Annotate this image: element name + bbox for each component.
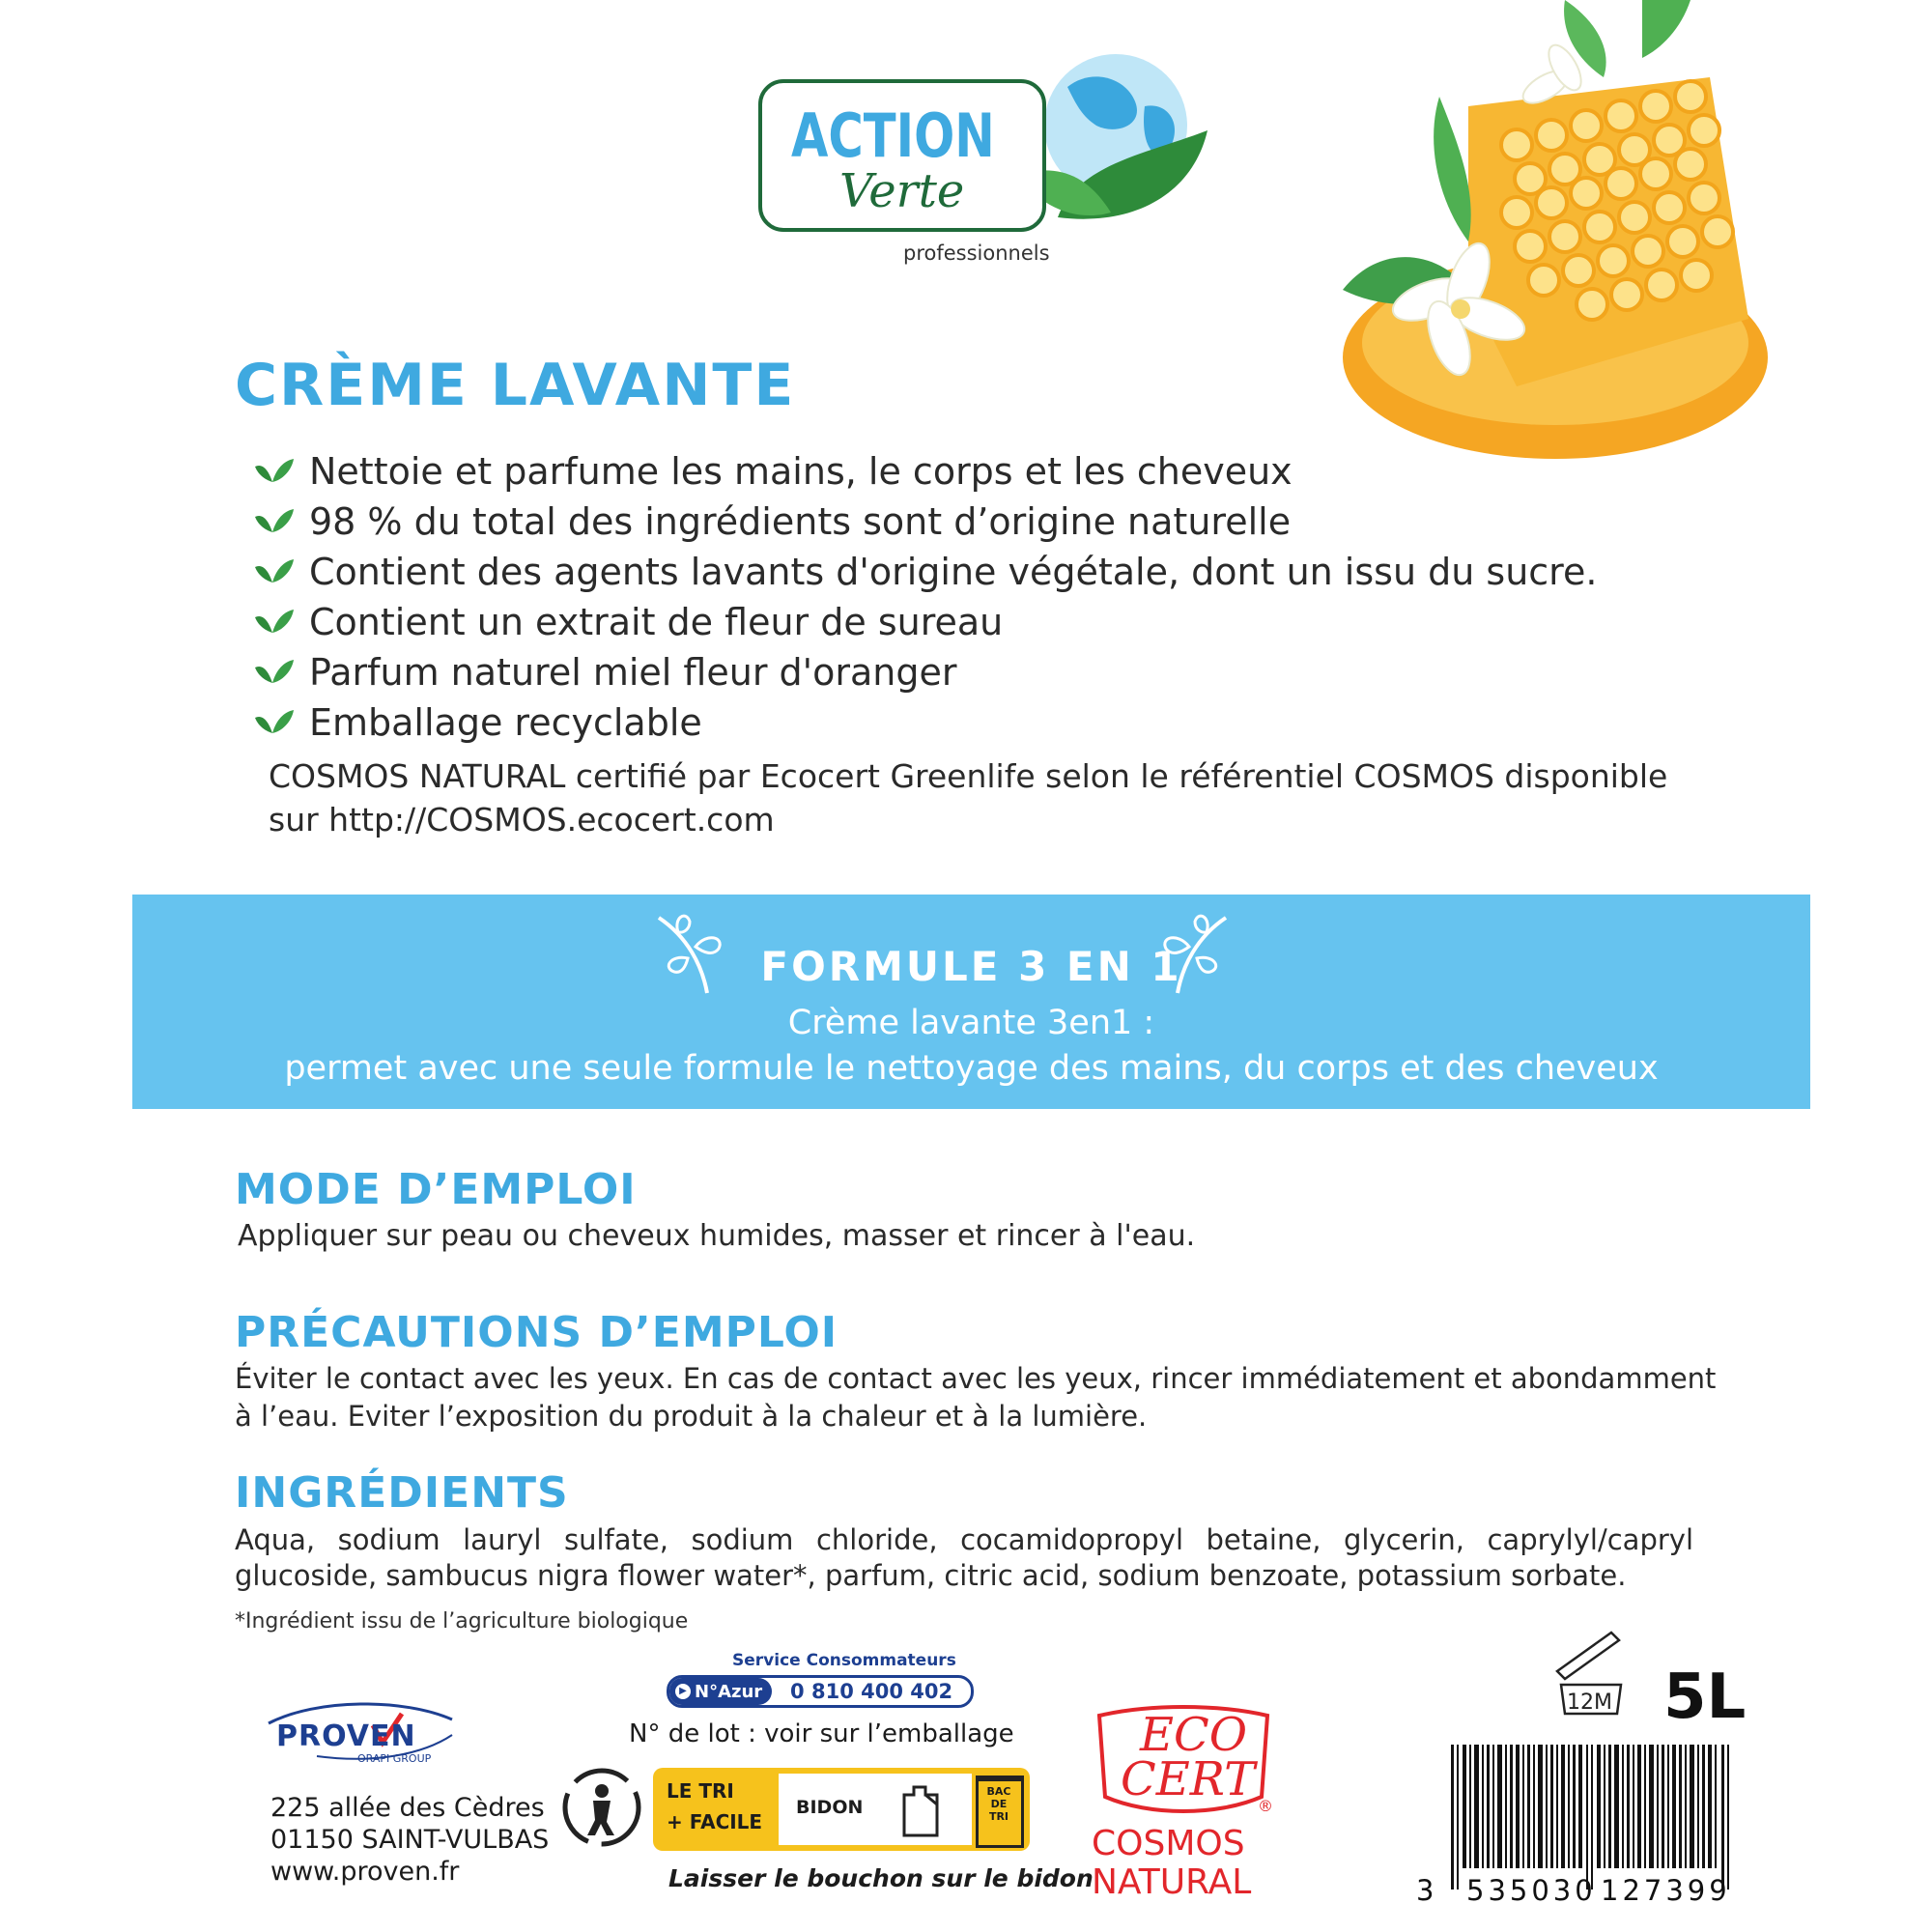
ingredients-footnote: *Ingrédient issu de l’agriculture biologique: [235, 1609, 689, 1634]
azur-badge: [669, 1678, 772, 1705]
list-item-text: Emballage recyclable: [309, 701, 702, 744]
manufacturer-website[interactable]: www.proven.fr: [270, 1857, 460, 1887]
list-item: [253, 597, 1597, 647]
brand-name-line1: ACTION: [791, 100, 995, 171]
product-title: CRÈME LAVANTE: [235, 352, 796, 419]
ingredients-line1: Aqua, sodium lauryl sulfate, sodium chloride, cocamidopropyl betaine, glycerin, caprylyl/capryl: [235, 1523, 1693, 1556]
azur-text: N°Azur: [695, 1681, 763, 1702]
usage-title: MODE D’EMPLOI: [235, 1165, 637, 1214]
formula-title: FORMULE 3 EN 1: [760, 943, 1182, 990]
formula-line1: Crème lavante 3en1 :: [787, 1004, 1155, 1042]
list-item: [253, 497, 1597, 547]
bac-de-tri-bin: [976, 1776, 1024, 1848]
brand-logo: [753, 48, 1198, 270]
proven-logo-text: PROVEN: [276, 1719, 416, 1753]
brand-name-box: [758, 79, 1046, 232]
manufacturer-address2: 01150 SAINT-VULBAS: [270, 1825, 550, 1855]
usage-text: Appliquer sur peau ou cheveux humides, masser et rincer à l'eau.: [238, 1219, 1196, 1253]
leaf-check-icon: [253, 507, 296, 536]
service-phone[interactable]: 0 810 400 402: [790, 1680, 953, 1703]
bidon-label: BIDON: [796, 1797, 864, 1818]
barcode: [1449, 1745, 1739, 1889]
brand-tagline: professionnels: [903, 242, 1050, 265]
tri-line1: LE TRI: [667, 1779, 734, 1803]
ecocert-logo-line2: CERT: [1121, 1752, 1256, 1806]
list-item: [253, 547, 1597, 597]
list-item-text: 98 % du total des ingrédients sont d’origine naturelle: [309, 500, 1292, 543]
ecocert-reg: ®: [1258, 1797, 1273, 1815]
precautions-title: PRÉCAUTIONS D’EMPLOI: [235, 1308, 838, 1357]
leaf-check-icon: [253, 557, 296, 586]
list-item-text: Parfum naturel miel fleur d'oranger: [309, 651, 957, 694]
certification-line2: sur http://COSMOS.ecocert.com: [269, 801, 775, 838]
barcode-digits-right: 127399: [1601, 1874, 1731, 1907]
formula-band: [132, 895, 1810, 1109]
benefits-list: [253, 446, 1597, 748]
list-item-text: Contient un extrait de fleur de sureau: [309, 601, 1004, 643]
leaf-check-icon: [253, 608, 296, 637]
manufacturer-address1: 225 allée des Cèdres: [270, 1793, 545, 1823]
tri-white-panel: [779, 1774, 972, 1845]
tri-banner: [653, 1768, 1030, 1851]
barcode-digits-left: 535030: [1466, 1874, 1597, 1907]
ecocert-line1: COSMOS: [1092, 1824, 1245, 1863]
tri-line2: + FACILE: [667, 1810, 763, 1833]
proven-group: ORAPI GROUP: [357, 1752, 432, 1765]
canister-icon: [896, 1781, 945, 1839]
ecocert-logo-line1: ECO: [1140, 1708, 1248, 1762]
honeycomb-illustration: [1323, 0, 1787, 473]
barcode-digit-first: 3: [1416, 1874, 1435, 1907]
play-icon: ▶: [675, 1684, 691, 1699]
azur-box: [667, 1675, 974, 1708]
list-item-text: Contient des agents lavants d'origine végétale, dont un issu du sucre.: [309, 551, 1598, 593]
formula-line2: permet avec une seule formule le nettoyage des mains, du corps et des cheveux: [284, 1049, 1659, 1088]
pao-label: 12M: [1567, 1690, 1612, 1715]
ingredients-line2: glucoside, sambucus nigra flower water*, parfum, citric acid, sodium benzoate, potassium sorbate.: [235, 1559, 1627, 1592]
list-item-text: Nettoie et parfume les mains, le corps et les cheveux: [309, 450, 1293, 493]
leaf-check-icon: [253, 658, 296, 687]
service-label: Service Consommateurs: [732, 1651, 956, 1670]
list-item: [253, 446, 1597, 497]
volume: 5L: [1663, 1662, 1747, 1733]
triman-icon: [558, 1764, 645, 1851]
leaf-check-icon: [253, 457, 296, 486]
ingredients-title: INGRÉDIENTS: [235, 1468, 569, 1518]
brand-name-line2: Verte: [839, 164, 965, 218]
lot-text: N° de lot : voir sur l’emballage: [629, 1719, 1014, 1748]
precautions-line1: Éviter le contact avec les yeux. En cas de contact avec les yeux, rincer immédiatement et abondamment: [235, 1362, 1717, 1395]
recycling-note: Laisser le bouchon sur le bidon: [668, 1864, 1094, 1892]
ecocert-line2: NATURAL: [1092, 1862, 1252, 1902]
proven-logo: [259, 1696, 462, 1774]
list-item: [253, 647, 1597, 697]
list-item: [253, 697, 1597, 748]
precautions-line2: à l’eau. Eviter l’exposition du produit à la chaleur et à la lumière.: [235, 1400, 1148, 1433]
leaf-check-icon: [253, 708, 296, 737]
ecocert-logo: [1092, 1700, 1275, 1826]
certification-line1: COSMOS NATURAL certifié par Ecocert Greenlife selon le référentiel COSMOS disponible: [269, 757, 1668, 795]
bac-de-tri-label: BAC DE TRI: [986, 1785, 1011, 1823]
